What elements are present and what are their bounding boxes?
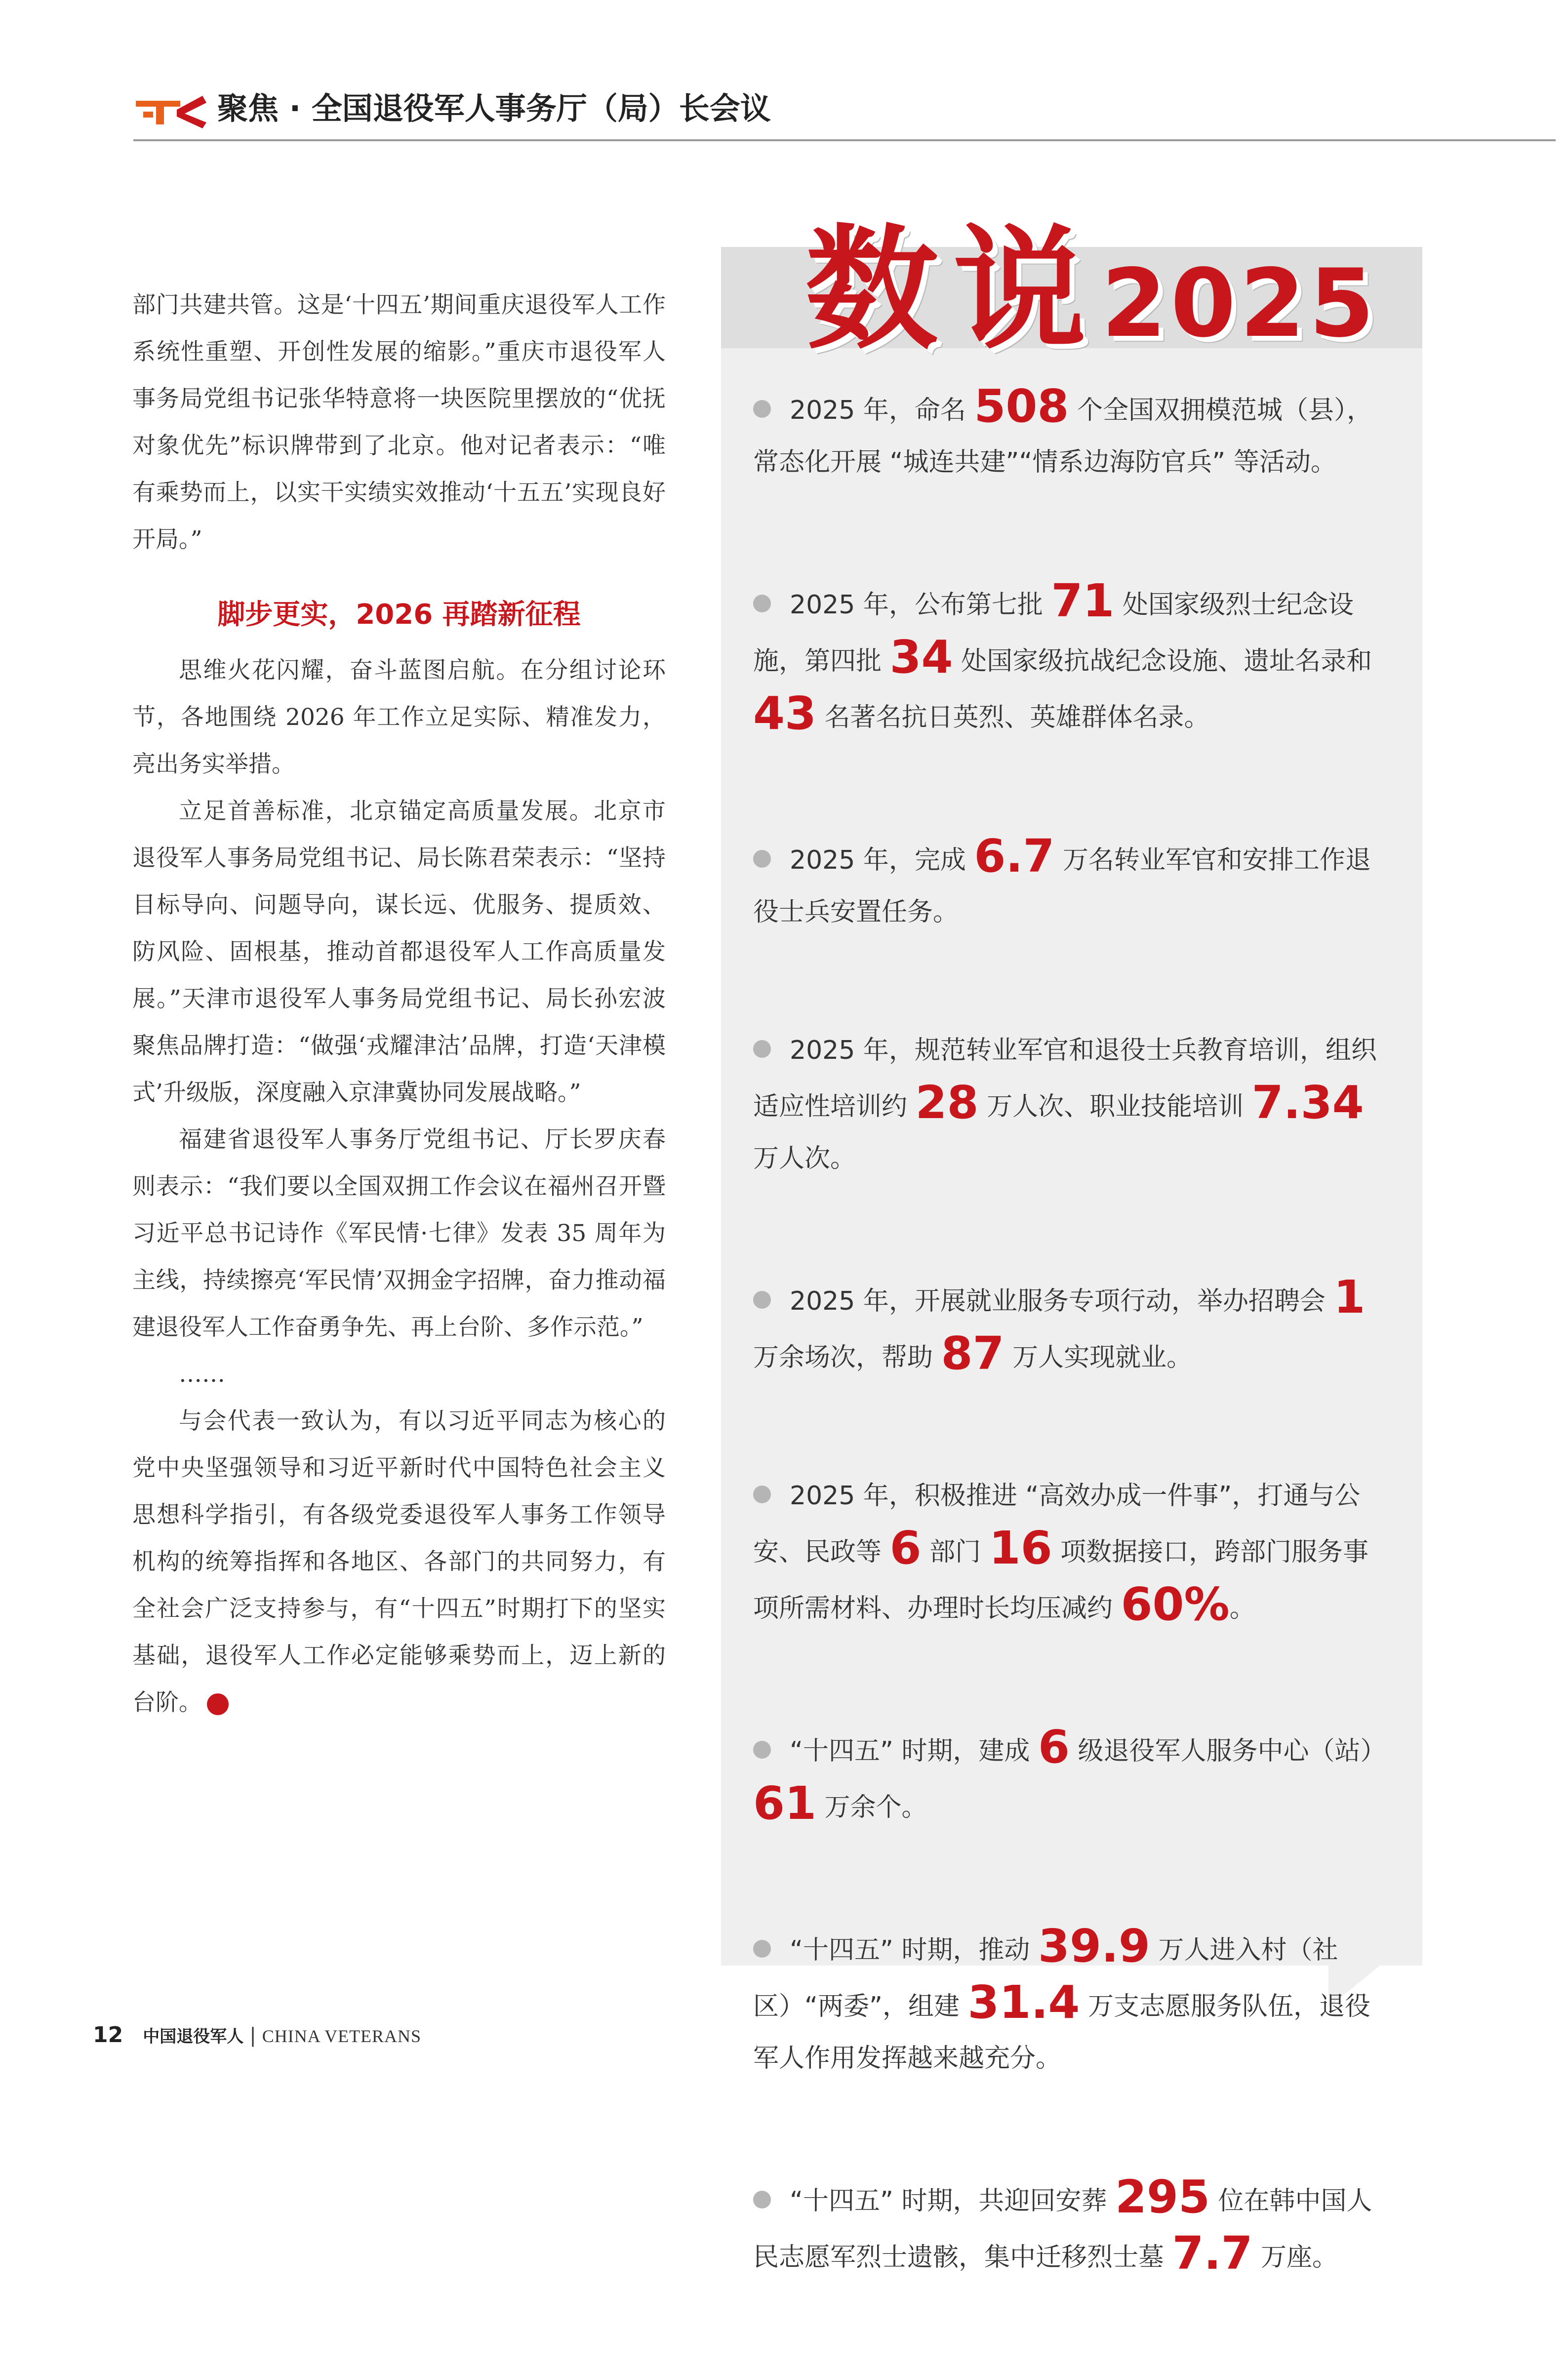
stat-text: 处国家级抗战纪念设施、遗址名录和 xyxy=(953,646,1372,676)
stat-text: 2025 年，完成 xyxy=(790,845,974,875)
stat-number: 6 xyxy=(1038,1721,1070,1773)
bullet-icon xyxy=(753,1040,771,1058)
magazine-name-en: CHINA VETERANS xyxy=(262,2026,422,2046)
stat-text: 项数据接口，跨部门服务事项所需材料、办理时长均压减约 xyxy=(753,1537,1369,1623)
magazine-name-cn: 中国退役军人 xyxy=(143,2027,244,2047)
stat-text: “十四五” 时期，推动 xyxy=(790,1935,1038,1965)
stat-item xyxy=(753,1025,1390,1185)
stat-number: 28 xyxy=(915,1076,979,1129)
stat-text: 个全国双拥模范城（县），常态化开展 “城连共建”“情系边海防官兵” 等活动。 xyxy=(753,396,1372,477)
article-paragraph xyxy=(132,1398,666,1726)
stat-number: 87 xyxy=(941,1327,1005,1380)
bullet-icon xyxy=(753,1291,771,1309)
article-body xyxy=(132,281,666,1726)
stat-text: 位在韩中国人民志愿军烈士遗骸，集中迁移烈士墓 xyxy=(753,2186,1372,2272)
stat-number: 61 xyxy=(753,1777,817,1830)
stat-number: 71 xyxy=(1051,574,1115,627)
stat-text: “十四五” 时期，共迎回安葬 xyxy=(790,2186,1115,2216)
bullet-icon xyxy=(753,2191,771,2209)
bullet-icon xyxy=(753,1940,771,1958)
stat-number: 1 xyxy=(1333,1271,1366,1324)
stat-text: 2025 年，规范转业军官和退役士兵教育培训，组织适应性培训约 xyxy=(753,1036,1377,1122)
stat-text: 2025 年，公布第七批 xyxy=(790,590,1051,620)
stat-text: 万余场次，帮助 xyxy=(753,1343,941,1372)
stats-title-cn: 数说 xyxy=(805,212,1101,367)
stat-number: 508 xyxy=(974,380,1069,433)
stat-number: 7.7 xyxy=(1172,2227,1253,2280)
header-divider xyxy=(133,139,1556,141)
stat-text: 万名转业军官和安排工作退役士兵安置任务。 xyxy=(753,845,1371,927)
stat-text: 2025 年，命名 xyxy=(790,396,974,425)
article-closing-text: 与会代表一致认为，有以习近平同志为核心的党中央坚强领导和习近平新时代中国特色社会主义思想科学指引，有各级党委退役军人事务工作领导机构的统筹指挥和各地区、各部门的共同努力，有全社会广泛支持参与，有“十四五”时期打下的坚实基础，退役军人工作必定能够乘势而上，迈上新的台阶。 xyxy=(132,1407,666,1716)
bullet-icon xyxy=(753,850,771,868)
stat-number: 31.4 xyxy=(967,1976,1080,2029)
article-subheading: 脚步更实，2026 再踏新征程 xyxy=(217,599,581,631)
page-number: 12 xyxy=(93,2022,123,2048)
bullet-icon xyxy=(753,1741,771,1759)
stat-text: 级退役军人服务中心（站） xyxy=(1069,1736,1386,1766)
stat-text: “十四五” 时期，建成 xyxy=(790,1736,1038,1766)
page-footer xyxy=(93,2022,421,2048)
stat-text: 部门 xyxy=(921,1537,989,1567)
stat-text: 万人进入村（社区）“两委”，组建 xyxy=(753,1935,1338,2021)
stat-item xyxy=(753,575,1390,744)
stat-number: 34 xyxy=(889,631,953,683)
bullet-icon xyxy=(753,400,771,418)
stats-list xyxy=(753,380,1390,2370)
stat-item xyxy=(753,1271,1390,1384)
article-paragraph: 部门共建共管。这是‘十四五’期间重庆退役军人工作系统性重塑、开创性发展的缩影。”重庆市退役军人事务局党组书记张华特意将一块医院里摆放的“优抚对象优先”标识牌带到了北京。他对记者表示：“唯有乘势而上，以实干实绩实效推动‘十五五’实现良好开局。” xyxy=(132,291,666,553)
stat-text: 万余个。 xyxy=(816,1793,927,1822)
stat-text: 。 xyxy=(1229,1594,1255,1623)
stat-item xyxy=(753,830,1390,938)
stat-number: 295 xyxy=(1115,2170,1210,2223)
stat-text: 万人实现就业。 xyxy=(1004,1343,1193,1372)
stat-number: 39.9 xyxy=(1038,1920,1150,1972)
article-paragraph: 思维火花闪耀，奋斗蓝图启航。在分组讨论环节，各地围绕 2026 年工作立足实际、精准发力，亮出务实举措。 xyxy=(132,657,666,778)
article-paragraph: 立足首善标准，北京锚定高质量发展。北京市退役军人事务局党组书记、局长陈君荣表示：“坚持目标导向、问题导向，谋长远、优服务、提质效、防风险、固根基，推动首都退役军人工作高质量发展。”天津市退役军人事务局党组书记、局长孙宏波聚焦品牌打造：“做强‘戎耀津沽’品牌，打造‘天津模式’升级版，深度融入京津冀协同发展战略。” xyxy=(132,798,666,1106)
footer-separator: | xyxy=(249,2024,256,2047)
stat-number: 6.7 xyxy=(974,830,1055,883)
stat-number: 6 xyxy=(889,1522,922,1574)
stat-text: 万人次、职业技能培训 xyxy=(978,1092,1252,1122)
stat-text: 万人次。 xyxy=(753,1144,856,1173)
section-title: 聚焦 · 全国退役军人事务厅（局）长会议 xyxy=(217,90,771,126)
end-mark-icon: V xyxy=(207,1693,229,1715)
stat-text: 万支志愿服务队伍，退役军人作用发挥越来越充分。 xyxy=(753,1992,1370,2073)
stat-item xyxy=(753,1920,1390,2085)
stat-text: 万座。 xyxy=(1252,2243,1338,2272)
stat-item xyxy=(753,2171,1390,2284)
article-paragraph: 福建省退役军人事务厅党组书记、厅长罗庆春则表示：“我们要以全国双拥工作会议在福州召开暨习近平总书记诗作《军民情·七律》发表 35 周年为主线，持续擦亮‘军民情’双拥金字招牌，奋力推动福建退役军人工作奋勇争先、再上台阶、多作示范。” xyxy=(132,1126,666,1341)
stat-number: 7.34 xyxy=(1251,1076,1364,1129)
stat-item xyxy=(753,380,1390,488)
stat-text: 2025 年，积极推进 “高效办成一件事”，打通与公安、民政等 xyxy=(753,1481,1361,1567)
bullet-icon xyxy=(753,595,771,612)
stat-text: 名著名抗日英烈、英雄群体名录。 xyxy=(816,703,1210,732)
stats-panel-title xyxy=(805,183,1378,374)
bullet-icon xyxy=(753,1486,771,1503)
stats-title-year: 2025 xyxy=(1101,249,1378,358)
stat-item xyxy=(753,1721,1390,1834)
stat-text: 2025 年，开展就业服务专项行动，举办招聘会 xyxy=(790,1286,1334,1316)
stat-number: 16 xyxy=(989,1522,1052,1574)
page-header xyxy=(133,79,1556,153)
stat-number: 43 xyxy=(753,687,817,740)
brand-logo-icon xyxy=(133,90,207,129)
stat-number: 60% xyxy=(1121,1578,1230,1631)
stat-text: 处国家级烈士纪念设施，第四批 xyxy=(753,590,1354,676)
stat-item xyxy=(753,1470,1390,1635)
article-ellipsis: …… xyxy=(179,1361,225,1388)
